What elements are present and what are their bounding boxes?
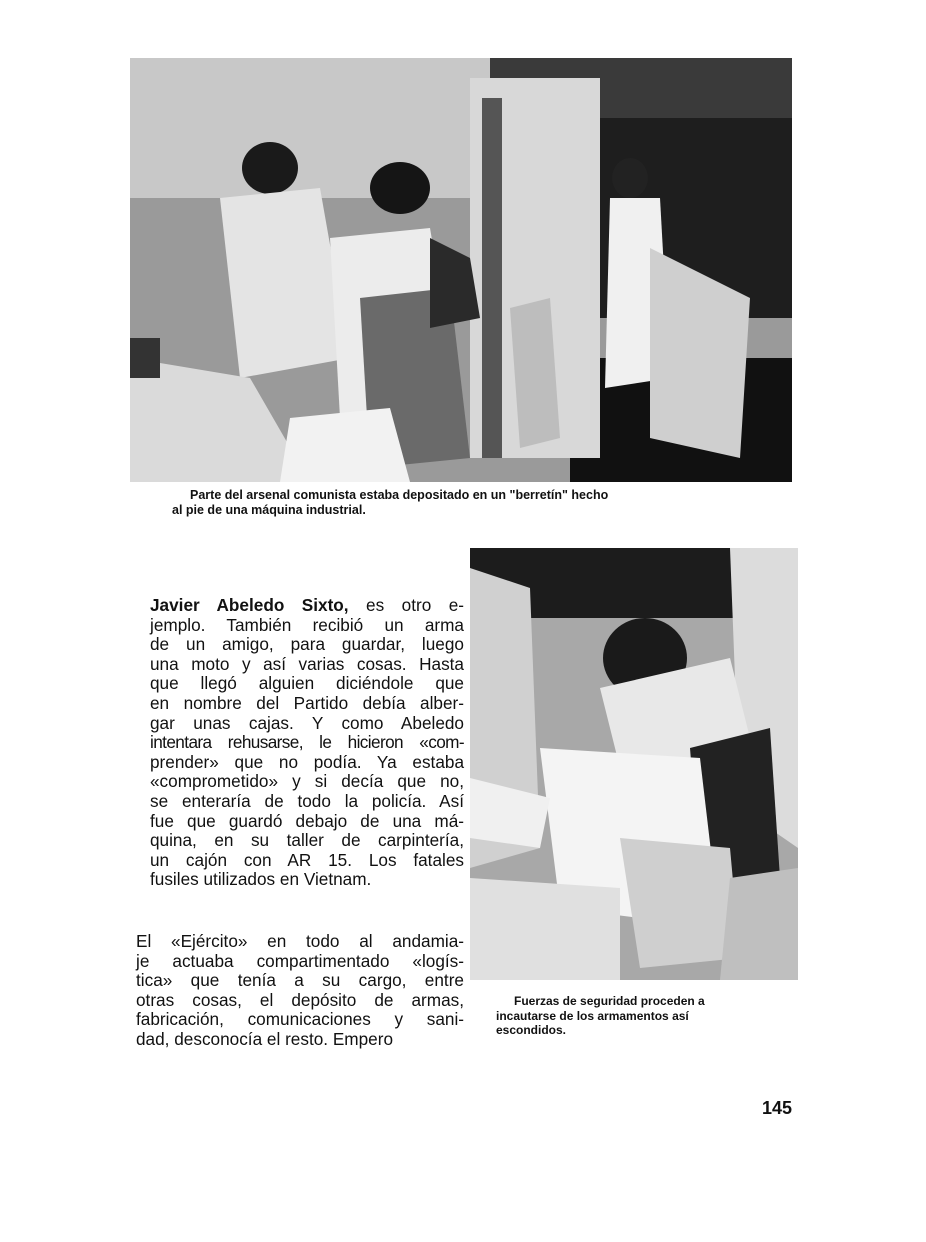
arsenal-photo (130, 58, 792, 482)
text-line: fusiles utilizados en Vietnam. (150, 869, 372, 890)
text-line: prender» que no podía. Ya estaba (150, 751, 464, 772)
text-line: fabricación, comunicaciones y sani- (136, 1009, 464, 1030)
text-line: fue que guardó debajo de una má- (150, 810, 464, 831)
text-line: en nombre del Partido debía alber- (150, 692, 464, 713)
caption-line: al pie de una máquina industrial. (172, 503, 366, 517)
text-line: de un amigo, para guardar, luego (150, 634, 464, 655)
caption-line: incautarse de los armamentos así (496, 1008, 689, 1023)
text-line: tica» que tenía a su cargo, entre (136, 970, 464, 991)
text-line: otras cosas, el depósito de armas, (136, 989, 464, 1010)
text-line: je actuaba compartimentado «logís- (136, 950, 464, 971)
person-name: Javier Abeledo Sixto, (150, 595, 349, 615)
arsenal-photo-caption (172, 488, 772, 518)
paragraph-2 (136, 932, 464, 1050)
text-line: se enteraría de todo la policía. Así (150, 790, 464, 811)
text-line: quina, en su taller de carpintería, (150, 830, 464, 851)
text-line: El «Ejército» en todo al andamia- (136, 931, 464, 951)
text-line: gar unas cajas. Y como Abeledo (150, 712, 464, 733)
caption-line: Fuerzas de seguridad proceden a (514, 994, 705, 1008)
text-line: dad, desconocía el resto. Empero (136, 1028, 394, 1049)
text-line: Javier Abeledo Sixto, es otro e- (150, 595, 464, 615)
page-number: 145 (762, 1098, 793, 1118)
caption-line: escondidos. (496, 1023, 567, 1037)
text-line: que llegó alguien diciéndole que (150, 673, 464, 694)
paragraph-1 (136, 596, 464, 890)
text-line: jemplo. También recibió un arma (150, 614, 464, 635)
text-line: una moto y así varias cosas. Hasta (150, 653, 464, 674)
text-line: un cajón con AR 15. Los fatales (150, 849, 464, 870)
seizure-photo (470, 548, 798, 980)
text-line: «comprometido» y si decía que no, (150, 771, 464, 792)
caption-line: Parte del arsenal comunista estaba depositado en un "berretín" hecho (190, 488, 609, 502)
seizure-photo-caption (496, 994, 796, 1038)
text-line: intentara rehusarse, le hicieron «com- (150, 732, 464, 753)
